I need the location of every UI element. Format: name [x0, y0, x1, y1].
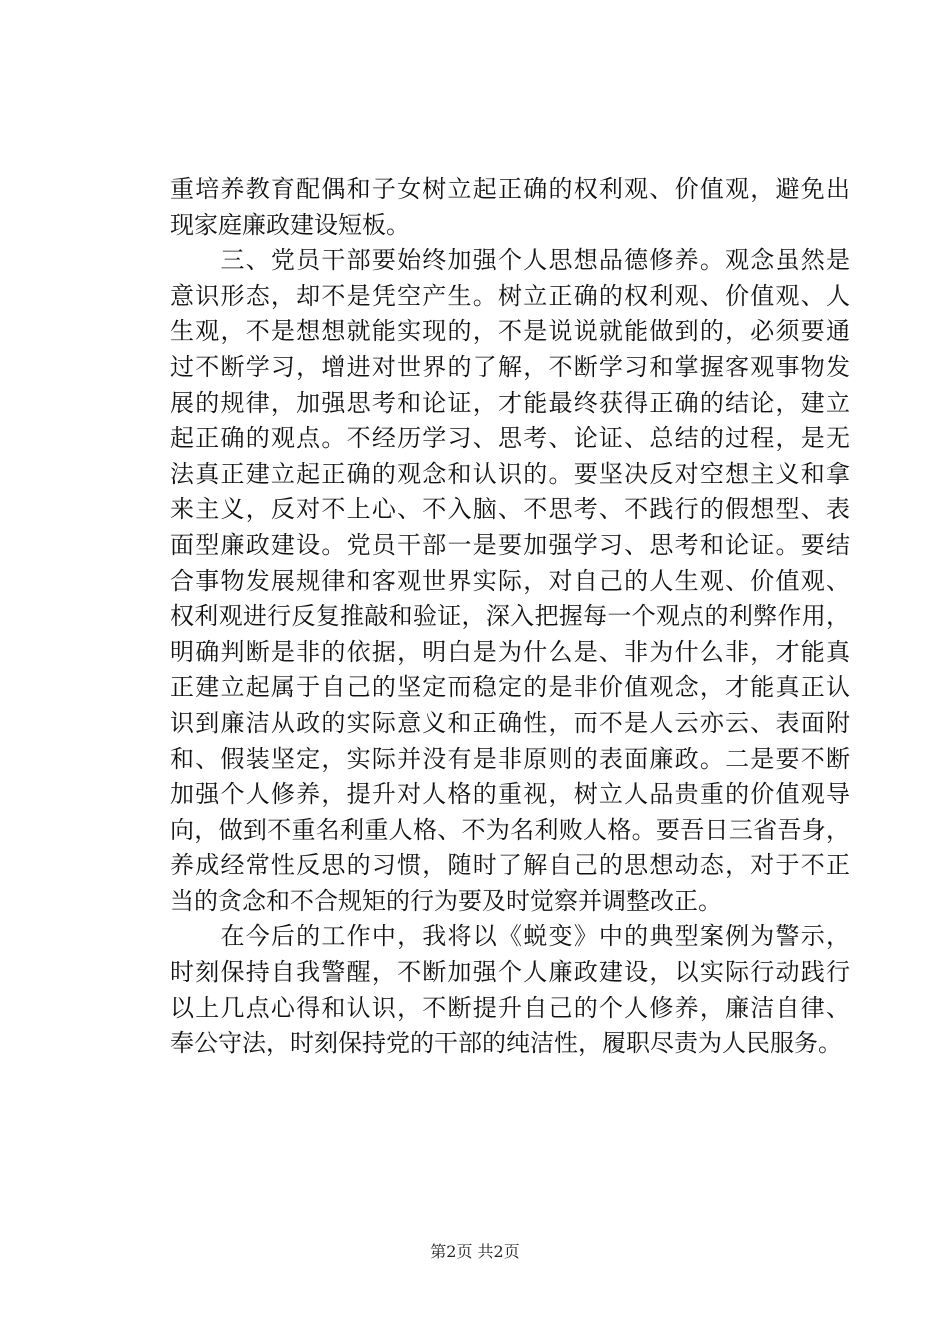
text-line: 奉公守法，时刻保持党的干部的纯洁性，履职尽责为人民服务。	[170, 1029, 842, 1058]
text-line: 法真正建立起正确的观念和认识的。要坚决反对空想主义和拿	[170, 459, 850, 488]
text-line: 明确判断是非的依据，明白是为什么是、非为什么非，才能真	[170, 637, 850, 666]
text-line: 和、假装坚定，实际并没有是非原则的表面廉政。二是要不断	[170, 744, 850, 773]
text-line: 面型廉政建设。党员干部一是要加强学习、思考和论证。要结	[170, 530, 850, 559]
text-line: 意识形态，却不是凭空产生。树立正确的权利观、价值观、人	[170, 281, 850, 310]
text-line: 过不断学习，增进对世界的了解，不断学习和掌握客观事物发	[170, 352, 850, 381]
text-line: 三、党员干部要始终加强个人思想品德修养。观念虽然是	[170, 246, 850, 275]
document-body	[170, 172, 850, 1062]
text-line: 识到廉洁从政的实际意义和正确性，而不是人云亦云、表面附	[170, 708, 850, 737]
text-line: 生观，不是想想就能实现的，不是说说就能做到的，必须要通	[170, 317, 850, 346]
text-line: 加强个人修养，提升对人格的重视，树立人品贵重的价值观导	[170, 780, 850, 809]
page-number-footer: 第2页 共2页	[430, 1242, 520, 1261]
text-line: 以上几点心得和认识，不断提升自己的个人修养，廉洁自律、	[170, 993, 850, 1022]
text-line: 在今后的工作中，我将以《蜕变》中的典型案例为警示，	[170, 922, 850, 951]
text-line: 来主义，反对不上心、不入脑、不思考、不践行的假想型、表	[170, 495, 850, 524]
text-line: 展的规律，加强思考和论证，才能最终获得正确的结论，建立	[170, 388, 850, 417]
text-line: 当的贪念和不合规矩的行为要及时觉察并调整改正。	[170, 886, 722, 915]
text-line: 权利观进行反复推敲和验证，深入把握每一个观点的利弊作用，	[170, 602, 850, 631]
text-line: 向，做到不重名利重人格、不为名利败人格。要吾日三省吾身，	[170, 815, 850, 844]
text-line: 正建立起属于自己的坚定而稳定的是非价值观念，才能真正认	[170, 673, 850, 702]
text-line: 养成经常性反思的习惯，随时了解自己的思想动态，对于不正	[170, 851, 850, 880]
text-line: 重培养教育配偶和子女树立起正确的权利观、价值观，避免出	[170, 175, 850, 203]
text-line: 时刻保持自我警醒，不断加强个人廉政建设，以实际行动践行	[170, 958, 850, 987]
text-line: 现家庭廉政建设短板。	[170, 210, 410, 239]
text-line: 合事物发展规律和客观世界实际，对自己的人生观、价值观、	[170, 566, 850, 595]
text-line: 起正确的观点。不经历学习、思考、论证、总结的过程，是无	[170, 424, 850, 453]
